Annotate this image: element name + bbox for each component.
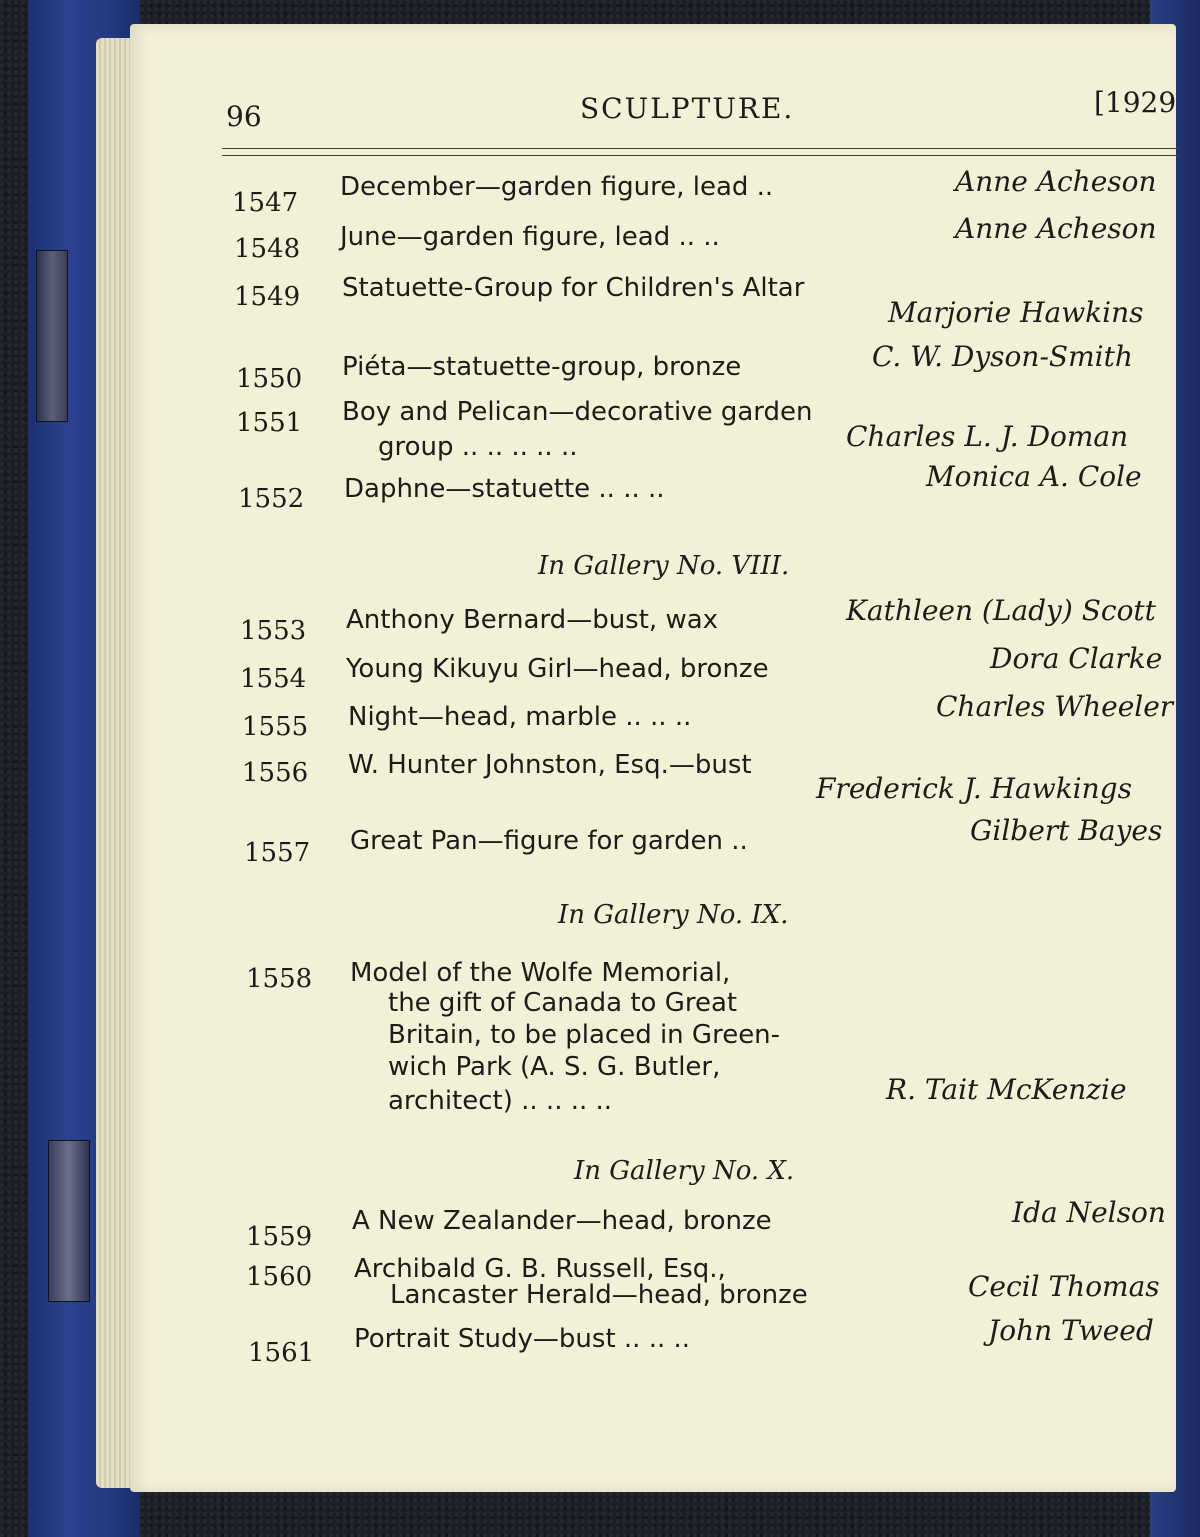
entry-number: 1548 — [234, 234, 301, 264]
entry-title: Daphne—statuette .. .. .. — [344, 474, 665, 504]
entry-artist: Anne Acheson — [955, 165, 1157, 198]
entry-title: Night—head, marble .. .. .. — [348, 702, 692, 732]
entry-number: 1556 — [242, 758, 309, 788]
entry-artist: Kathleen (Lady) Scott — [846, 594, 1156, 627]
entry-number: 1558 — [246, 964, 313, 994]
entry-number: 1551 — [236, 408, 303, 438]
entry-artist: Frederick J. Hawkings — [816, 772, 1132, 805]
gallery-heading: In Gallery No. VIII. — [538, 551, 790, 581]
header-rule-bottom — [222, 155, 1180, 156]
entry-number: 1549 — [234, 282, 301, 312]
entry-title: A New Zealander—head, bronze — [352, 1206, 772, 1236]
entry-artist: Monica A. Cole — [926, 460, 1142, 493]
entry-title: June—garden figure, lead .. .. — [340, 222, 720, 252]
entry-artist: Dora Clarke — [990, 642, 1163, 675]
entry-title-line: Model of the Wolfe Memorial, — [350, 958, 731, 988]
entry-number: 1553 — [240, 616, 307, 646]
entry-title-line: Britain, to be placed in Green- — [388, 1020, 781, 1050]
entry-artist: C. W. Dyson-Smith — [872, 340, 1133, 373]
gallery-heading: In Gallery No. X. — [574, 1156, 795, 1186]
entry-title: December—garden figure, lead .. — [340, 172, 774, 202]
header-rule-top — [222, 148, 1180, 149]
entry-title-line: Boy and Pelican—decorative garden — [342, 397, 813, 427]
entry-artist: Charles Wheeler — [936, 690, 1174, 723]
entry-title: W. Hunter Johnston, Esq.—bust — [348, 750, 752, 780]
entry-number: 1557 — [244, 838, 311, 868]
entry-title: Great Pan—figure for garden .. — [350, 826, 748, 856]
page-number: 96 — [226, 100, 262, 133]
entry-title-line: the gift of Canada to Great — [388, 988, 738, 1018]
cover-tab-upper — [36, 250, 68, 422]
entry-title-line: Archibald G. B. Russell, Esq., — [354, 1254, 726, 1284]
entry-number: 1559 — [246, 1222, 313, 1252]
entry-title-line: wich Park (A. S. G. Butler, — [388, 1052, 721, 1082]
entry-title: Anthony Bernard—bust, wax — [346, 605, 719, 635]
entry-title-line: architect) .. .. .. .. — [388, 1086, 613, 1116]
entry-number: 1560 — [246, 1262, 313, 1292]
entry-artist: R. Tait McKenzie — [886, 1073, 1127, 1106]
entry-title: Piéta—statuette-group, bronze — [342, 352, 742, 382]
gallery-heading: In Gallery No. IX. — [558, 900, 789, 930]
entry-number: 1561 — [248, 1338, 315, 1368]
entry-title: Young Kikuyu Girl—head, bronze — [346, 654, 769, 684]
year-label: [1929 — [1094, 86, 1177, 119]
entry-artist: John Tweed — [988, 1314, 1154, 1347]
entry-number: 1547 — [232, 188, 299, 218]
entry-artist: Charles L. J. Doman — [846, 420, 1129, 453]
entry-artist: Marjorie Hawkins — [888, 296, 1144, 329]
entry-number: 1554 — [240, 664, 307, 694]
entry-title: Portrait Study—bust .. .. .. — [354, 1324, 691, 1354]
entry-artist: Cecil Thomas — [968, 1270, 1160, 1303]
entry-artist: Gilbert Bayes — [970, 814, 1163, 847]
entry-title: Statuette-Group for Children's Altar — [342, 273, 805, 303]
section-title: SCULPTURE. — [580, 92, 795, 125]
entry-number: 1552 — [238, 484, 305, 514]
entry-artist: Ida Nelson — [1012, 1196, 1166, 1229]
entry-number: 1555 — [242, 712, 309, 742]
entry-artist: Anne Acheson — [955, 212, 1157, 245]
entry-title-line: group .. .. .. .. .. — [378, 432, 578, 462]
entry-title-line: Lancaster Herald—head, bronze — [390, 1280, 808, 1310]
entry-number: 1550 — [236, 364, 303, 394]
cover-tab-lower — [48, 1140, 90, 1302]
